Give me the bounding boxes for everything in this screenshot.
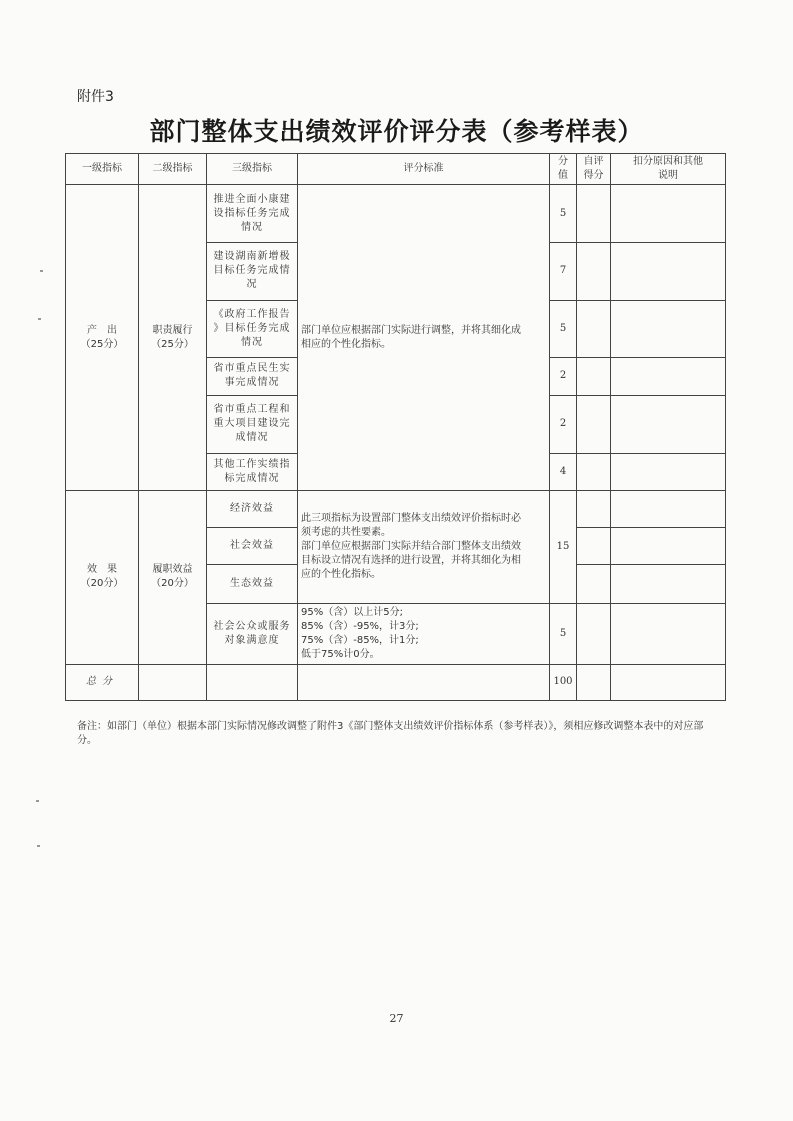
table-row: [66, 185, 726, 243]
level2-duty-name: 职责履行: [152, 324, 193, 336]
header-self-line: 自评: [583, 156, 604, 168]
level3-line: 成情况: [235, 432, 269, 444]
self-score-cell: [577, 357, 611, 395]
level2-benefit-name: 履职效益: [152, 564, 193, 576]
header-level1: 一级指标: [66, 154, 139, 185]
attachment-label: 附件3: [77, 89, 114, 105]
header-reason: [611, 154, 726, 185]
level3-line: 《政府工作报告: [213, 308, 291, 320]
criteria-line: 95%（含）以上计5分;: [301, 606, 403, 618]
level3-line: 设指标任务完成: [213, 207, 291, 219]
level3-item: [207, 243, 298, 300]
self-score-cell: [577, 243, 611, 300]
level1-output: [66, 185, 139, 491]
level1-output-name: 产 出: [87, 324, 117, 336]
scoring-table: [65, 153, 726, 701]
level3-line: 社会公众或服务: [213, 620, 291, 632]
self-score-cell: [577, 185, 611, 243]
self-score-cell: [577, 603, 611, 664]
header-level2: 二级指标: [139, 154, 207, 185]
criteria-line: 85%（含）-95%，计3分;: [301, 620, 419, 632]
total-score: 100: [550, 664, 577, 700]
score-value: 5: [550, 300, 577, 357]
scan-speck: [38, 318, 41, 320]
level1-effect: [66, 491, 139, 665]
level3-line: 事完成情况: [224, 377, 280, 389]
level3-line: 标完成情况: [224, 473, 280, 485]
level3-item: 生态效益: [207, 565, 298, 603]
scan-speck: [36, 800, 39, 802]
level1-output-points: （25分）: [80, 338, 124, 350]
level3-line: 其他工作实绩指: [213, 459, 291, 471]
level3-line: 情况: [241, 221, 263, 233]
header-self-score: [577, 154, 611, 185]
level3-item: [207, 454, 298, 491]
score-value: 5: [550, 185, 577, 243]
total-row: [66, 664, 726, 700]
header-reason-line: 说明: [658, 170, 678, 182]
level3-item: 经济效益: [207, 491, 298, 528]
self-score-cell: [577, 300, 611, 357]
criteria-line: 应的个性化指标。: [301, 568, 381, 580]
criteria-effect: [298, 491, 550, 603]
level3-line: 省市重点民生实: [213, 363, 291, 375]
self-score-cell: [577, 454, 611, 491]
total-label: 总分: [66, 664, 139, 700]
header-self-line: 得分: [583, 170, 604, 182]
header-score: [550, 154, 577, 185]
scan-speck: [37, 845, 40, 847]
level3-item: [207, 603, 298, 664]
empty-cell: [139, 664, 207, 700]
table-header-row: [66, 154, 726, 185]
score-value: 2: [550, 357, 577, 395]
reason-cell: [611, 454, 726, 491]
level3-item: [207, 357, 298, 395]
self-score-cell: [577, 565, 611, 603]
reason-cell: [611, 603, 726, 664]
header-score-line: 分: [558, 156, 568, 168]
self-score-cell: [577, 491, 611, 528]
level3-line: 情况: [241, 336, 263, 348]
criteria-line: 部门单位应根据部门实际进行调整，并将其细化成: [301, 324, 521, 336]
reason-cell: [611, 664, 726, 700]
score-value: 7: [550, 243, 577, 300]
level3-item: [207, 300, 298, 357]
level3-line: 况: [246, 279, 258, 291]
level3-line: 重大项目建设完: [213, 418, 291, 430]
level3-line: 对象满意度: [224, 634, 280, 646]
reason-cell: [611, 357, 726, 395]
reason-cell: [611, 395, 726, 453]
page-number: 27: [389, 1012, 404, 1025]
level3-line: 目标任务完成情: [213, 265, 291, 277]
footnote: 备注：如部门（单位）根据本部门实际情况修改调整了附件3《部门整体支出绩效评价指标体系（参考样表）》，须相应修改调整本表中的对应部分。: [77, 721, 704, 746]
criteria-line: 此三项指标为设置部门整体支出绩效评价指标时必: [301, 512, 521, 524]
score-value: 4: [550, 454, 577, 491]
level3-line: 建设湖南新增极: [213, 251, 291, 263]
header-reason-line: 扣分原因和其他: [633, 156, 703, 168]
header-level3: 三级指标: [207, 154, 298, 185]
reason-cell: [611, 243, 726, 300]
reason-cell: [611, 528, 726, 565]
level2-duty-points: （25分）: [151, 338, 194, 350]
header-score-line: 值: [558, 170, 568, 182]
self-score-cell: [577, 664, 611, 700]
level1-effect-points: （20分）: [80, 578, 124, 590]
level3-line: 省市重点工程和: [213, 404, 291, 416]
criteria-output: [298, 185, 550, 491]
level3-item: [207, 395, 298, 453]
criteria-line: 须考虑的共性要素。: [301, 526, 391, 538]
score-value: 15: [550, 491, 577, 603]
table-row: [66, 491, 726, 528]
reason-cell: [611, 300, 726, 357]
level1-effect-name: 效 果: [87, 564, 117, 576]
criteria-line: 低于75%计0分。: [301, 648, 380, 660]
header-criteria: 评分标准: [298, 154, 550, 185]
self-score-cell: [577, 395, 611, 453]
reason-cell: [611, 565, 726, 603]
level2-benefit: [139, 491, 207, 665]
criteria-line: 部门单位应根据部门实际并结合部门整体支出绩效: [301, 540, 521, 552]
page-title: 部门整体支出绩效评价评分表（参考样表）: [149, 117, 644, 146]
level2-benefit-points: （20分）: [151, 578, 194, 590]
reason-cell: [611, 185, 726, 243]
score-value: 5: [550, 603, 577, 664]
level3-line: 》目标任务完成: [213, 322, 291, 334]
level2-duty: [139, 185, 207, 491]
score-value: 2: [550, 395, 577, 453]
criteria-line: 75%（含）-85%，计1分;: [301, 634, 419, 646]
self-score-cell: [577, 528, 611, 565]
criteria-satisfaction: [298, 603, 550, 664]
level3-line: 推进全面小康建: [213, 193, 291, 205]
empty-cell: [298, 664, 550, 700]
empty-cell: [207, 664, 298, 700]
scan-speck: [40, 270, 43, 272]
level3-item: [207, 185, 298, 243]
criteria-line: 目标设立情况有选择的进行设置，并将其细化为相: [301, 554, 521, 566]
reason-cell: [611, 491, 726, 528]
level3-item: 社会效益: [207, 528, 298, 565]
criteria-line: 相应的个性化指标。: [301, 338, 391, 350]
